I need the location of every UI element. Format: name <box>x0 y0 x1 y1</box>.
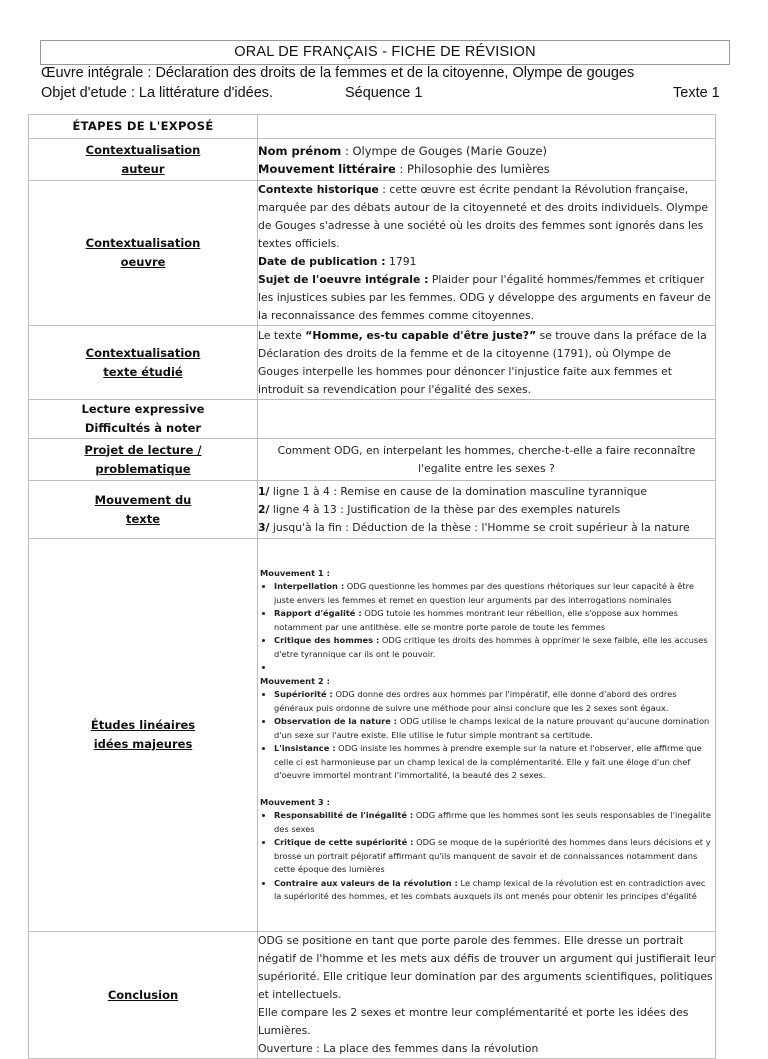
oeuvre-line: Œuvre intégrale : Déclaration des droits de la femmes et de la citoyenne, Olympe de gouges <box>41 65 635 81</box>
etudes-label-line2: idées majeures <box>93 737 193 751</box>
date-key: Date de publication : <box>258 255 386 268</box>
list-item: • Critique des hommes : ODG critique les droits des hommes à opprimer le sexe faible, elle les accuses d'etre tyrannique car ils ont le pouvoir. <box>274 634 715 661</box>
mouvement-1-title: Mouvement 1 : <box>260 567 330 578</box>
lecture-label-line2: Difficultés à noter <box>84 421 202 435</box>
list-item: • Critique de cette supériorité : ODG se moque de la supériorité des hommes dans leurs décisions et y brosse un portrait péjoratif affirmant qu'ils manquent de savoir et de connaissances notamment dans cette époque des lumières <box>274 836 715 877</box>
row-auteur <box>29 139 716 181</box>
nom-key: Nom prénom <box>258 143 342 158</box>
texte-etudie-label-line1: Contextualisation <box>85 345 201 360</box>
projet-value: Comment ODG, en interpelant les hommes, cherche-t-elle a faire reconnaître l'egalite entre les sexes ? <box>258 439 716 481</box>
row-projet <box>29 439 716 481</box>
row-etudes <box>29 539 716 932</box>
projet-label-line1: Projet de lecture / <box>84 442 202 457</box>
oeuvre-value <box>258 181 716 326</box>
mouvement-text-3: jusqu'à la fin : Déduction de la thèse : l'Homme se croit supérieur à la nature <box>269 520 690 534</box>
list-item: • Rapport d'égalité : ODG tutoie les hommes montrant leur rébellion, elle s'oppose aux hommes notamment par une antithèse. elle se montre porte parole de toute les femmes <box>274 607 715 634</box>
list-item: • Observation de la nature : ODG utilise le champs lexical de la nature prouvant qu'aucune domination d'un sexe sur l'autre existe. Elle utilise le futur simple montrant sa certitude. <box>274 715 715 742</box>
date-value: 1791 <box>385 255 417 268</box>
row-lecture <box>29 400 716 439</box>
document-title: ORAL DE FRANÇAIS - FICHE DE RÉVISION <box>40 40 730 65</box>
mouvement-num-1: 1/ <box>258 484 270 498</box>
mouvement-label-line2: texte <box>125 511 160 526</box>
mouvement-label <box>29 481 258 539</box>
objet-etude: Objet d'etude : La littérature d'idées. <box>41 85 274 101</box>
oeuvre-label-line1: Contextualisation <box>85 236 201 250</box>
list-item-empty <box>274 661 715 675</box>
contexte-value: : cette œuvre est écrite pendant la Révolution française, marquée par des débats autour de la citoyenneté et des droits individuels. Olympe de Gouges s'adresse à une société où les droits des femmes sont ignorés dans les textes officiels. <box>258 183 709 250</box>
conclusion-label <box>29 932 258 1059</box>
sujet-key: Sujet de l'oeuvre intégrale : <box>258 273 429 286</box>
row-conclusion <box>29 932 716 1059</box>
etapes-header-empty <box>258 115 716 139</box>
conclusion-p3: Ouverture : La place des femmes dans la révolution <box>258 1042 539 1055</box>
lecture-label-line1: Lecture expressive <box>81 402 205 416</box>
texte-label: Texte 1 <box>673 85 720 101</box>
sequence-label: Séquence 1 <box>345 85 423 101</box>
texte-etudie-label <box>29 326 258 400</box>
conclusion-label-text: Conclusion <box>107 987 179 1002</box>
mouvement-text-2: ligne 4 à 13 : Justification de la thèse par des exemples naturels <box>269 502 621 516</box>
mouvement-value: : Philosophie des lumières <box>395 161 550 176</box>
mouvement-2-list <box>258 688 715 783</box>
texte-etudie-pre: Le texte <box>258 328 306 342</box>
mouvement-1-list <box>258 580 715 675</box>
projet-label <box>29 439 258 481</box>
mouvement-label-line1: Mouvement du <box>94 492 192 507</box>
mouvement-2-title: Mouvement 2 : <box>260 675 330 686</box>
row-mouvement <box>29 481 716 539</box>
mouvement-3-title: Mouvement 3 : <box>260 796 330 807</box>
texte-etudie-quote: “Homme, es-tu capable d'être juste?” <box>305 328 537 342</box>
contexte-key: Contexte historique <box>258 183 379 196</box>
nom-value: : Olympe de Gouges (Marie Gouze) <box>341 143 547 158</box>
revision-table <box>28 114 716 1059</box>
mouvement-num-2: 2/ <box>258 502 270 516</box>
projet-label-line2: problematique <box>95 461 191 476</box>
mouvement-key: Mouvement littéraire <box>258 161 396 176</box>
conclusion-p2: Elle compare les 2 sexes et montre leur complémentarité et porte les idées des Lumières. <box>258 1006 689 1037</box>
mouvement-value <box>258 481 716 539</box>
oeuvre-label-line2: oeuvre <box>120 255 166 269</box>
list-item: • Supériorité : ODG donne des ordres aux hommes par l'impératif, elle donne d'abord des ordres généraux puis ordonne de suivre une méthode pour ainsi conclure que les 2 sexes sont égaux. <box>274 688 715 715</box>
etudes-label <box>29 539 258 932</box>
list-item: • Contraire aux valeurs de la révolution : Le champ lexical de la révolution est en contradiction avec la supériorité des hommes, et les combats auxquels ils ont menés pour obtenir les principes d'égalité <box>274 877 715 904</box>
auteur-label-line2: auteur <box>121 161 165 176</box>
conclusion-value <box>258 932 716 1059</box>
texte-etudie-value <box>258 326 716 400</box>
mouvement-num-3: 3/ <box>258 520 270 534</box>
list-item: • Responsabilité de l'inégalité : ODG affirme que les hommes sont les seuls responsables de l'inegalite des sexes <box>274 809 715 836</box>
mouvement-text-1: ligne 1 à 4 : Remise en cause de la domination masculine tyrannique <box>269 484 647 498</box>
auteur-value <box>258 139 716 181</box>
auteur-label-line1: Contextualisation <box>85 142 201 157</box>
etapes-header: ÉTAPES DE L'EXPOSÉ <box>29 115 258 139</box>
row-oeuvre <box>29 181 716 326</box>
list-item: • L'insistance : ODG insiste les hommes à prendre exemple sur la nature et l'observer, elle affirme que celle ci est harmonieuse par un champ lexical de la complémentarité. Elle y fait une éloge d'un chef d'oeuvre immortel montrant l'immortalité, la beauté des 2 sexes. <box>274 742 715 783</box>
etudes-value <box>258 539 716 932</box>
conclusion-p1: ODG se positione en tant que porte parole des femmes. Elle dresse un portrait négatif de l'homme et les mets aux défis de trouver un argument qui justifierait leur supériorité. Elle critique leur domination par des arguments scientifiques, politiques et intellectuels. <box>258 934 715 1001</box>
list-item: • Interpellation : ODG questionne les hommes par des questions rhétoriques sur leur capacité à être juste envers les femmes et remet en question leur arguments par des interrogations nominales <box>274 580 715 607</box>
oeuvre-label <box>29 181 258 326</box>
texte-etudie-label-line2: texte étudié <box>103 364 183 379</box>
lecture-value-empty <box>258 400 716 439</box>
lecture-label <box>29 400 258 439</box>
sujet-value: Plaider pour l'égalité hommes/femmes et critiquer les injustices subies par les femmes. ODG y développe des arguments en faveur de la reconnaissance des femmes comme citoyennes. <box>258 273 711 322</box>
etudes-label-line1: Études linéaires <box>90 718 196 732</box>
mouvement-3-list <box>258 809 715 904</box>
row-texte-etudie <box>29 326 716 400</box>
texte-etudie-post: se trouve dans la préface de la Déclaration des droits de la femme et de la citoyenne (1791), où Olympe de Gouges interpelle les hommes pour dénoncer l'injustice faite aux femmes et introduit sa revendication pour l'égalité des sexes. <box>258 328 707 396</box>
auteur-label <box>29 139 258 181</box>
